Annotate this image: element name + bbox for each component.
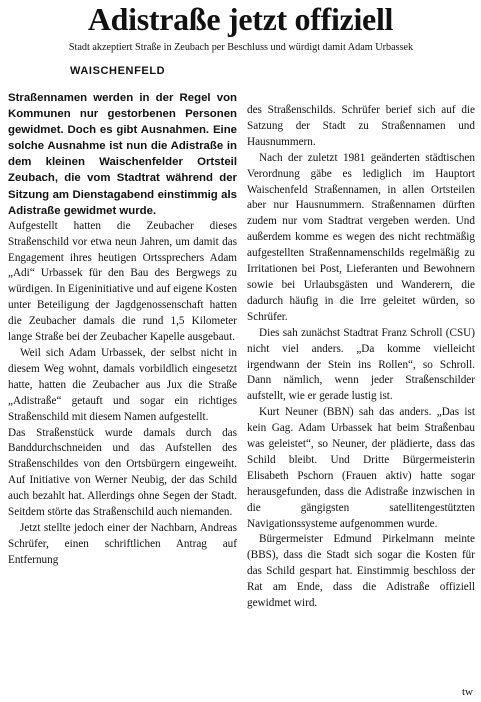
subheadline: Stadt akzeptiert Straße in Zeubach per Beschluss und würdigt damit Adam Urbassek (68, 42, 414, 53)
lead-paragraph: Straßennamen werden in der Regel von Kommunen nur gestorbenen Personen gewidmet. Doch es gibt Ausnahmen. Eine solche Ausnahme ist nun die Adistraße in dem kleinen Waischenfelder Ortsteil Zeubach, die vom Stadtrat während der Sitzung am Dienstagabend einstimmig als Adistraße gewidmet wurde. (8, 92, 237, 217)
author-signature: tw (462, 686, 473, 698)
left-column (8, 90, 237, 569)
headline: Adistraße jetzt offiziell (87, 1, 394, 37)
body-paragraph: Weil sich Adam Urbassek, der selbst nicht in diesem Weg wohnt, damals vorbildlich eingesetzt hatte, hatten die Zeubacher aus Jux die Straße „Adistraße“ getauft und sogar ein richtiges Straßenschild mit diesem Namen aufgestellt. (8, 347, 237, 423)
body-paragraph: Kurt Neuner (BBN) sah das anders. „Das ist kein Gag. Adam Urbassek hat beim Straßenbau was geleistet“, so Neuner, der plädierte, dass das Schild bleibt. Und Dritte Bürgermeisterin Elisabeth Pschorn (Frauen aktiv) hatte sogar herausgefunden, dass die Adistraße inzwischen in die gängigsten satellitengestützten Navigationssysteme aufgenommen wurde. (247, 406, 475, 530)
body-paragraph: Bürgermeister Edmund Pirkelmann meinte (BBS), dass die Stadt sich sogar die Kosten für das Schild gespart hat. Einstimmig beschloss der Rat am Ende, dass die Adistraße offiziell gewidmet wird. (247, 533, 475, 610)
body-paragraph: Dies sah zunächst Stadtrat Franz Schroll (CSU) nicht viel anders. „Da komme vielleicht irgendwann der Stein ins Rollen“, so Schroll. Dann nämlich, wenn jeder Straßenschilder aufstellt, wie er gerade lustig ist. (247, 326, 475, 403)
body-paragraph: Nach der zuletzt 1981 geänderten städtischen Verordnung gäbe es lediglich im Hauptort Waischenfeld Straßennamen, in allen Ortsteilen aber nur Hausnummern. Straßennamen dürften zudem nur vom Stadtrat vergeben werden. Und außerdem komme es wegen des nicht rechtmäßig aufgestellten Straßennamenschilds regelmäßig zu Irritationen bei Post, Lieferanten und Bewohnern sowie bei Urlaubsgästen und Wanderern, die dadurch häufig in die Irre geleitet würden, so Schrüfer. (247, 151, 475, 323)
body-paragraph: Aufgestellt hatten die Zeubacher dieses Straßenschild vor etwa neun Jahren, um damit das Engagement ihres heutigen Ortssprechers Adam „Adi“ Urbassek für den Bau des Bergwegs zu würdigen. In Eigeninitiative und auf eigene Kosten unter Beteiligung der Jagdgenossenschaft hatten die Zeubacher damals die rund 1,5 Kilometer lange Straße bei der Zeubacher Kapelle ausgebaut. (8, 219, 237, 344)
right-column (247, 103, 475, 612)
dateline: WAISCHENFELD (70, 65, 166, 77)
body-paragraph: Jetzt stellte jedoch einer der Nachbarn, Andreas Schrüfer, einen schriftlichen Antrag auf Entfernung (8, 521, 237, 566)
body-paragraph: Das Straßenstück wurde damals durch das Banddurchschneiden und das Aufstellen des Straßenschildes von den Ortsbürgern eingeweiht. Auf Initiative von Werner Neubig, der das Schild auch bezahlt hat. Allerdings ohne Segen der Stadt. Seitdem störte das Straßenschild auch niemanden. (8, 426, 237, 519)
body-paragraph: des Straßenschilds. Schrüfer berief sich auf die Satzung der Stadt zu Straßennamen und Hausnummern. (247, 104, 475, 148)
